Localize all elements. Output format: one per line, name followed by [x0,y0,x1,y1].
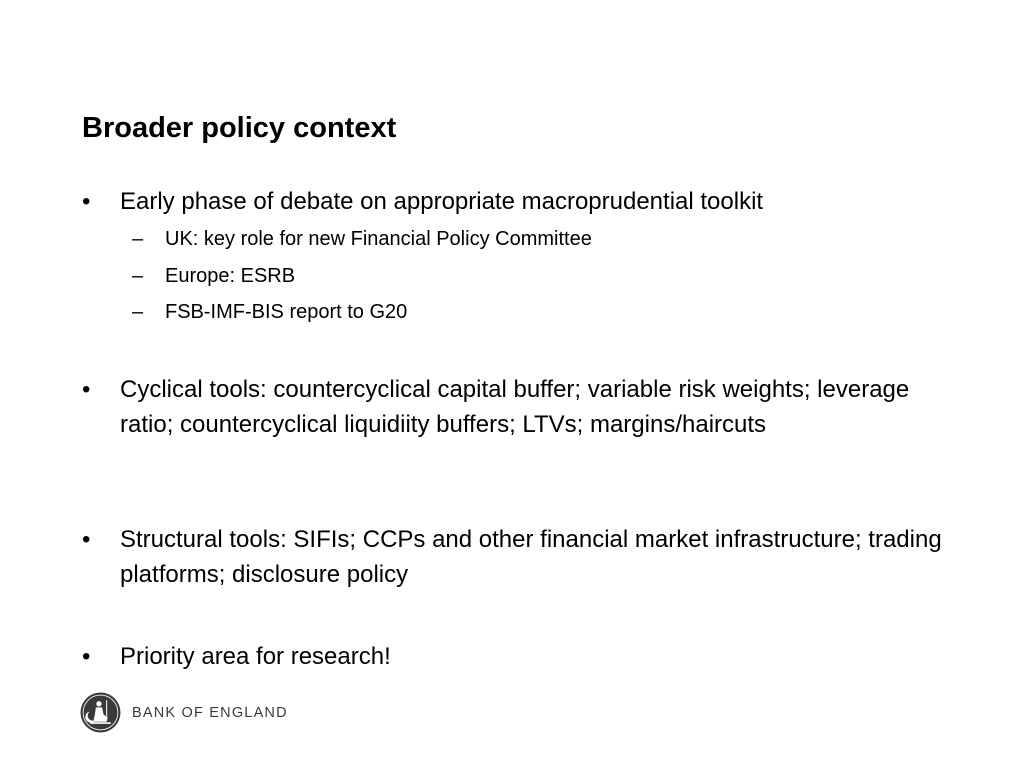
dash-marker: – [132,264,144,287]
slide-title: Broader policy context [82,112,397,144]
dash-marker: – [132,228,144,250]
bullet-item [82,372,962,442]
bullet-text: Structural tools: SIFIs; CCPs and other financial market infrastructure; trading platforms; disclosure policy [120,526,942,588]
bullet-marker: • [82,188,91,215]
bullet-marker: • [82,526,91,553]
bullet-marker: • [82,643,91,670]
britannia-seal-icon [80,692,121,733]
sub-item [82,294,962,331]
bullet-text: Early phase of debate on appropriate macroprudential toolkit [120,188,764,215]
sub-item-text: UK: key role for new Financial Policy Committee [165,228,592,250]
bullet-text: Cyclical tools: countercyclical capital buffer; variable risk weights; leverage ratio; countercyclical liquidiity buffers; LTVs; margins/haircuts [120,376,910,438]
bullet-item [82,639,962,674]
bank-of-england-wordmark: BANK OF ENGLAND [132,704,288,721]
bank-logo [80,692,288,733]
sub-item-text: Europe: ESRB [165,264,296,287]
bullet-text: Priority area for research! [120,643,391,670]
bullet-marker: • [82,376,91,403]
sub-item [82,221,962,258]
bullet-item [82,522,962,592]
sub-list [82,221,962,331]
dash-marker: – [132,301,144,323]
bullet-item [82,184,962,331]
sub-item-text: FSB-IMF-BIS report to G20 [165,301,408,323]
sub-item [82,258,962,295]
